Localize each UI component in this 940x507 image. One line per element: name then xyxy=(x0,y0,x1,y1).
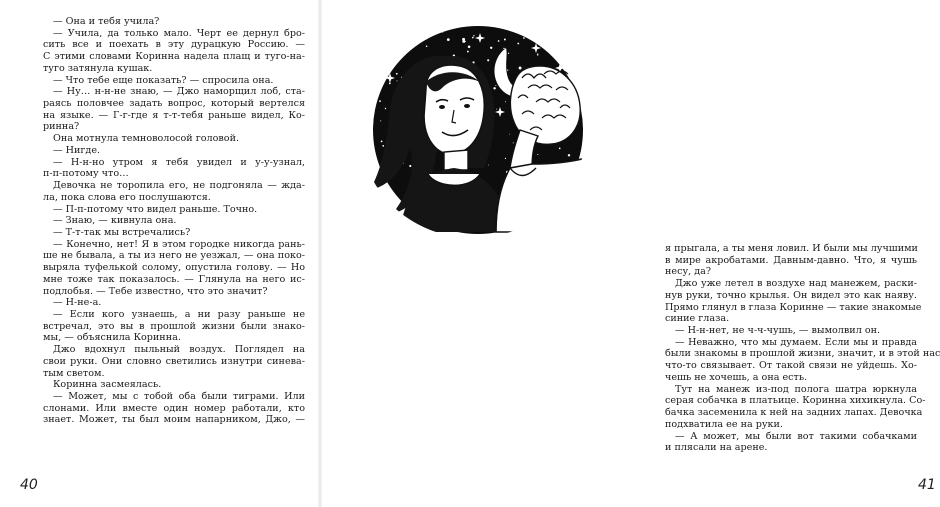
star-dot xyxy=(395,52,397,54)
text-line: подлобья. — Тебе известно, что это значит? xyxy=(43,285,268,297)
text-line: я прыгала, а ты меня ловил. И были мы лучшими xyxy=(665,243,918,254)
right-page-number: 41 xyxy=(918,477,936,493)
text-line: ринна? xyxy=(43,121,80,133)
text-line: мы, — объяснила Коринна. xyxy=(43,332,181,344)
text-line: — Н-н-но утром я тебя увидел и у-у-узнал, xyxy=(53,156,305,168)
star-dot xyxy=(433,27,435,29)
text-line: слонами. Или вместе один номер работали, кто xyxy=(43,402,305,414)
girl-and-boy-under-night-sky-illustration xyxy=(360,18,586,232)
text-line: туго затянула кушак. xyxy=(43,62,153,74)
star-dot xyxy=(537,54,539,56)
star-dot xyxy=(382,145,384,147)
star-dot xyxy=(519,67,522,70)
text-line: бачка засеменила к ней на задних лапах. Девочка xyxy=(665,407,923,419)
left-page-number: 40 xyxy=(20,477,38,493)
star-dot xyxy=(496,109,497,110)
text-line: Джо уже летел в воздухе над манежем, раски- xyxy=(675,278,917,290)
star-dot xyxy=(513,142,514,143)
left-page xyxy=(0,0,320,507)
text-line: С этими словами Коринна надела плащ и туго-на- xyxy=(43,51,305,63)
star-dot xyxy=(505,101,506,102)
text-line: — Она и тебя учила? xyxy=(53,16,160,27)
text-line: — Нигде. xyxy=(53,144,101,156)
text-line: — Может, мы с тобой оба были тиграми. Или xyxy=(53,391,305,402)
star-dot xyxy=(407,49,409,51)
text-line: встречал, это вы в прошлой жизни были знако- xyxy=(43,320,305,332)
text-line: — П-п-потому что видел раньше. Точно. xyxy=(53,203,258,215)
text-line: — Если кого узнаешь, а ни разу раньше не xyxy=(53,308,305,320)
star-dot xyxy=(385,108,386,109)
text-line: знает. Может, ты был моим напарником, Джо, — xyxy=(43,414,305,426)
text-line: — Учила, да только мало. Черт ее дернул бро- xyxy=(53,27,305,39)
text-line: Прямо глянул в глаза Коринне — такие знакомые xyxy=(665,301,922,313)
text-line: Девочка не торопила его, не подгоняла — ждa- xyxy=(53,180,305,192)
text-line: нув руки, точно крылья. Он видел это как наяву. xyxy=(665,289,917,301)
star-dot xyxy=(504,39,506,41)
star-dot xyxy=(462,38,465,41)
text-line: несу, да? xyxy=(665,266,711,278)
star-dot xyxy=(559,148,561,150)
star-dot xyxy=(442,32,443,33)
text-line: были знакомы в прошлой жизни, значит, и в этой нас xyxy=(665,348,940,360)
star-dot xyxy=(472,37,474,39)
star-dot xyxy=(493,87,495,89)
star-dot xyxy=(379,100,381,102)
star-dot xyxy=(495,85,496,86)
star-dot xyxy=(426,35,428,37)
star-dot xyxy=(447,38,450,41)
star-dot xyxy=(488,165,489,166)
text-line: — А может, мы были вот такими собачками xyxy=(675,430,917,442)
star-dot xyxy=(426,46,428,48)
star-dot xyxy=(537,53,538,54)
star-dot xyxy=(395,38,396,39)
star-dot xyxy=(568,154,570,156)
text-line: Она мотнула темноволосой головой. xyxy=(53,133,240,145)
text-line: — Неважно, что мы думаем. Если мы и правда xyxy=(675,336,917,348)
text-line: серая собачка в платьице. Коринна хихикнула. Со- xyxy=(665,395,926,407)
text-line: — Знаю, — кивнула она. xyxy=(53,215,177,227)
text-line: сить все и поехать в эту дурацкую Россию. — xyxy=(43,39,305,51)
text-line: мне тоже так показалось. — Глянула на него ис- xyxy=(43,273,305,285)
star-dot xyxy=(410,27,413,30)
star-dot xyxy=(380,120,381,121)
star-dot xyxy=(384,76,386,78)
text-line: что-то связывает. От такой связи не уйдешь. Хо- xyxy=(665,360,917,372)
star-dot xyxy=(437,31,439,33)
star-dot xyxy=(498,40,500,42)
text-line: и плясали на арене. xyxy=(665,442,768,454)
star-dot xyxy=(409,165,411,167)
star-dot xyxy=(396,59,397,60)
star-dot xyxy=(509,134,510,135)
star-dot xyxy=(406,52,407,53)
text-line: — Н-н-нет, не ч-ч-чушь, — вымолвил он. xyxy=(675,325,881,337)
star-dot xyxy=(397,80,398,81)
text-line: — Конечно, нет! Я в этом городке никогда рань- xyxy=(53,238,305,250)
left-page-text xyxy=(43,16,305,426)
star-dot xyxy=(517,43,519,45)
text-line: на языке. — Г-г-где я т-т-тебя раньше видел, Ко- xyxy=(43,109,305,121)
star-dot xyxy=(396,73,398,75)
text-line: подхватила ее на руки. xyxy=(665,418,783,430)
star-dot xyxy=(505,158,506,159)
text-line: раясь половчее задать вопрос, который вертелся xyxy=(43,98,305,110)
star-dot xyxy=(550,43,552,45)
star-dot xyxy=(389,82,391,84)
text-line: Тут на манеж из-под полога шатра юркнула xyxy=(675,383,917,395)
star-dot xyxy=(487,59,489,61)
text-line: выряла туфелькой солому, опустила голову. — Но xyxy=(43,262,305,274)
star-dot xyxy=(467,51,469,53)
text-line: — Т-т-так мы встречались? xyxy=(53,226,191,238)
star-dot xyxy=(395,30,397,32)
star-dot xyxy=(507,70,508,71)
star-dot xyxy=(508,53,509,54)
text-line: ла, пока слова его послушаются. xyxy=(43,191,211,203)
text-line: свои руки. Они словно светились изнутри синева- xyxy=(43,355,305,367)
text-line: тым светом. xyxy=(43,367,105,379)
star-dot xyxy=(503,48,504,49)
star-dot xyxy=(468,46,471,49)
text-line: ше не бывала, а ты из него не уезжал, — она поко- xyxy=(43,250,305,262)
star-dot xyxy=(473,35,474,36)
text-line: — Ну… н-н-не знаю, — Джо наморщил лоб, ста- xyxy=(53,86,305,98)
text-line: — Н-не-а. xyxy=(53,297,102,309)
text-line: п-п-потому что… xyxy=(43,168,129,180)
text-line: в мире акробатами. Давным-давно. Что, я чушь xyxy=(665,254,917,266)
star-dot xyxy=(380,81,382,83)
star-dot xyxy=(537,154,538,155)
star-dot xyxy=(381,141,383,143)
text-line: чешь не хочешь, а она есть. xyxy=(665,371,808,383)
text-line: синие глаза. xyxy=(665,313,730,325)
text-line: Джо вдохнул пыльный воздух. Поглядел на xyxy=(53,344,305,356)
star-dot xyxy=(523,37,525,39)
star-dot xyxy=(390,66,392,68)
text-line: — Что тебе еще показать? — спросила она. xyxy=(53,74,274,86)
right-page-text xyxy=(665,243,940,454)
star-dot xyxy=(490,47,492,49)
text-line: Коринна засмеялась. xyxy=(53,379,162,391)
